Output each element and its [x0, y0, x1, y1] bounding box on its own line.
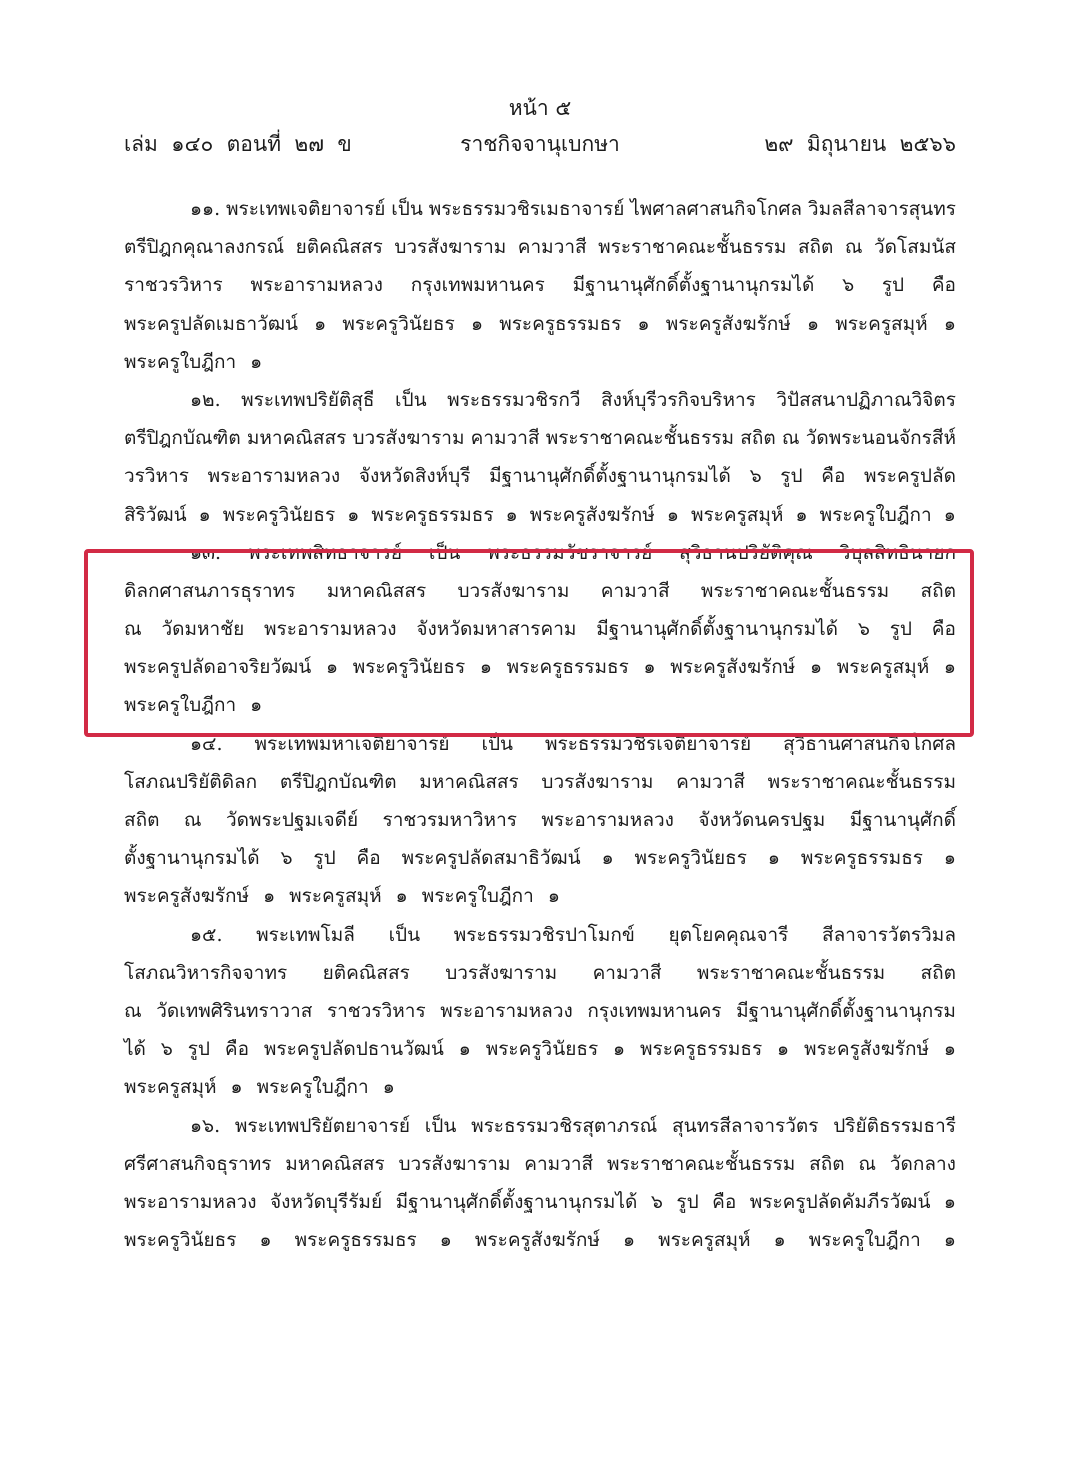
word: พระครูวินัยธร — [634, 847, 747, 870]
word: รูป — [676, 1190, 699, 1213]
text-line — [124, 305, 956, 343]
word: ๑๓. — [190, 541, 222, 564]
highlight-box — [84, 549, 974, 737]
word: ๑ — [395, 885, 408, 908]
paragraph-14 — [124, 725, 956, 916]
word: ตรีปิฎกคุณาลงกรณ์ — [124, 236, 285, 259]
word: ๑ — [643, 656, 656, 679]
word: มีฐานานุศักดิ์ — [849, 809, 956, 831]
text-line — [124, 457, 956, 495]
word: พระครูธรรมธร — [506, 656, 629, 679]
word: สถิต — [124, 809, 160, 831]
word: ๑๑. — [190, 198, 221, 220]
word: ยติคณิสสร — [322, 961, 410, 984]
word: ๑ — [198, 503, 211, 526]
text-line — [124, 801, 956, 839]
word: คามวาสี — [600, 579, 670, 602]
text-line — [124, 877, 956, 915]
word: ณ — [183, 809, 202, 831]
word: ๑ — [622, 1229, 636, 1252]
text-line — [124, 1221, 956, 1259]
word: รูป — [313, 847, 336, 870]
word: สถิต — [797, 236, 834, 259]
word: คามวาสี — [676, 770, 745, 793]
word: ณ — [124, 999, 142, 1022]
word: พระเทพเจติยาจารย์ — [226, 198, 386, 220]
word: คือ — [821, 465, 846, 488]
word: สถิต — [920, 579, 956, 602]
word: ๖ — [857, 618, 870, 641]
word: พระครูสมุห์ — [658, 1229, 751, 1252]
word: คือ — [356, 847, 381, 870]
word: จังหวัดนครปฐม — [698, 809, 826, 831]
running-header — [124, 128, 956, 158]
word: พระธรรมวชิรปาโมกข์ — [453, 923, 635, 946]
word: เป็น — [424, 1114, 457, 1137]
word: พระราชาคณะชั้นธรรม — [545, 427, 735, 450]
word: พระครูธรรมธร — [639, 1038, 763, 1061]
word: พระครูสังฆรักษ์ — [474, 1229, 600, 1252]
word: พระราชาคณะชั้นธรรม — [700, 579, 890, 602]
word: ๑ — [666, 503, 679, 526]
word: เป็น — [395, 388, 427, 411]
word: ราชวรวิหาร — [326, 999, 426, 1022]
word: ได้ — [124, 1038, 146, 1061]
word: มีฐานานุศักดิ์ตั้งฐานานุกรมได้ — [572, 274, 815, 297]
word: ตรีปิฎกบัณฑิต — [279, 770, 397, 793]
word: ๑ — [943, 656, 956, 679]
word: ๖ — [842, 274, 855, 297]
word: พระครูวินัยธร — [124, 1229, 237, 1252]
word: คือ — [224, 1038, 249, 1061]
word: คามวาสี — [592, 961, 662, 984]
text-line — [124, 381, 956, 419]
word: พระธรรมวชิรเมธาจารย์ — [428, 198, 625, 220]
word: พระราชาคณะชั้นธรรม — [767, 770, 956, 793]
word: โสภณวิหารกิจจาทร — [124, 961, 288, 984]
word: มหาคณิสสร — [246, 427, 347, 450]
word: พระราชาคณะชั้นธรรม — [696, 961, 886, 984]
word: ตรีปิฎกบัณฑิต — [124, 427, 241, 450]
word: ณ — [124, 618, 142, 641]
word: พระอารามหลวง — [541, 809, 674, 831]
word: ๑ — [773, 1229, 786, 1252]
word: พระครูปลัดสมาธิวัฒน์ — [401, 847, 581, 870]
word: พระครูปลัด — [864, 465, 956, 488]
text-line — [124, 228, 956, 266]
word: วัดกลาง — [889, 1152, 956, 1175]
word: สิงห์บุรีวรกิจบริหาร — [601, 388, 756, 411]
word: โสภณปริยัติดิลก — [124, 770, 258, 793]
word: สุวิธานปริยัติคุณ — [679, 541, 813, 564]
word: ยุตโยคคุณจารี — [668, 923, 789, 946]
text-line — [124, 916, 956, 954]
word: สีลาจารวัตรวิมล — [822, 923, 956, 946]
word: พระครูปลัดคัมภีรวัฒน์ — [749, 1190, 931, 1213]
word: พระครูสังฆรักษ์ — [665, 312, 791, 335]
paragraph-15 — [124, 916, 956, 1107]
word: ๑ — [943, 1190, 956, 1213]
word: บวรสังฆาราม — [457, 579, 570, 602]
word: รูป — [881, 274, 905, 297]
word: ๑ — [637, 312, 650, 335]
word: คามวาสี — [517, 236, 587, 259]
word: วัดมหาชัย — [161, 618, 245, 641]
word: พระธรรมวชิรกวี — [447, 388, 581, 411]
word: ราชวรวิหาร — [124, 274, 223, 297]
word: ๑ — [250, 694, 263, 717]
word: พระเทพปริยัติสุธี — [241, 388, 375, 411]
text-line — [124, 496, 956, 534]
page-number: หน้า ๕ — [508, 96, 572, 120]
word: สถิต — [809, 1152, 845, 1175]
word: พระครูใบฎีกา — [421, 885, 534, 908]
word: พระอารามหลวง — [207, 465, 341, 488]
word: คือ — [931, 274, 956, 297]
word: ๑ — [809, 656, 823, 679]
word: พระครูใบฎีกา — [256, 1076, 369, 1099]
text-line — [124, 954, 956, 992]
word: ณ — [781, 427, 800, 450]
word: วัดพระนอนจักรสีห์ — [805, 427, 956, 450]
paragraph-11 — [124, 190, 956, 381]
word: ๑ — [943, 847, 956, 870]
word: พระครูสังฆรักษ์ — [803, 1038, 930, 1061]
word: ดิลกศาสนภารธุราทร — [124, 579, 296, 602]
word: บวรสังฆาราม — [394, 236, 507, 259]
word: พระครูธรรมธร — [499, 312, 622, 335]
word: คือ — [712, 1190, 737, 1213]
text-line — [124, 1068, 956, 1106]
word: พระครูธรรมธร — [371, 503, 494, 526]
word: ๑ — [470, 312, 484, 335]
text-line — [124, 190, 956, 228]
word: จังหวัดมหาสารคาม — [416, 618, 577, 641]
word: พระธรรมวชิรเจติยาจารย์ — [545, 732, 752, 755]
word: ราชวรมหาวิหาร — [382, 809, 517, 831]
word: ๖ — [160, 1038, 173, 1061]
text-line — [124, 1183, 956, 1221]
word: ๑๒. — [190, 388, 221, 411]
word: ๑ — [806, 312, 820, 335]
publication-date: ๒๙ มิถุนายน ๒๕๖๖ — [764, 132, 956, 156]
word: พระอารามหลวง — [264, 618, 397, 641]
paragraph-12 — [124, 381, 956, 534]
text-line — [124, 266, 956, 304]
word: พระครูสังฆรักษ์ — [124, 885, 250, 908]
word: พระครูใบฎีกา — [124, 694, 237, 717]
text-line — [124, 419, 956, 457]
word: พระอารามหลวง — [440, 999, 573, 1022]
text-line — [124, 343, 956, 381]
word: วิปัสสนาปฏิภาณวิจิตร — [776, 388, 956, 411]
word: บวรสังฆาราม — [445, 961, 558, 984]
word: วรวิหาร — [124, 465, 189, 488]
word: เป็น — [428, 541, 461, 564]
word: พระครูปลัดเมธาวัฒน์ — [124, 312, 298, 335]
word: พระเทพมหาเจติยาจารย์ — [254, 732, 450, 755]
word: ๖ — [650, 1190, 663, 1213]
text-line — [124, 1107, 956, 1145]
word: ณ — [858, 1152, 877, 1175]
word: บวรสังฆาราม — [352, 427, 465, 450]
word: พระครูธรรมธร — [800, 847, 923, 870]
word: พระครูวินัยธร — [352, 656, 466, 679]
word: พระครูสังฆรักษ์ — [529, 503, 655, 526]
word: จังหวัดบุรีรัมย์ — [270, 1190, 383, 1213]
word: วิมลสีลาจารสุนทร — [807, 198, 956, 220]
word: บวรสังฆาราม — [398, 1152, 511, 1175]
word: พระครูใบฎีกา — [808, 1229, 921, 1252]
word: พระราชาคณะชั้นธรรม — [606, 1152, 796, 1175]
word: พระครูสมุห์ — [124, 1076, 217, 1099]
word: มหาคณิสสร — [285, 1152, 385, 1175]
word: ไพศาลศาสนกิจโกศล — [630, 198, 803, 220]
word: ๑ — [943, 312, 956, 335]
word: พระราชาคณะชั้นธรรม — [598, 236, 787, 259]
word: บวรสังฆาราม — [541, 770, 654, 793]
word: มหาคณิสสร — [326, 579, 427, 602]
word: พระครูสมุห์ — [289, 885, 382, 908]
word: พระครูใบฎีกา — [819, 503, 932, 526]
word: ๑ — [314, 312, 327, 335]
word: ๑ — [259, 1229, 272, 1252]
word: พระเทพโมลี — [256, 923, 355, 946]
word: มีฐานานุศักดิ์ตั้งฐานานุกรม — [736, 999, 956, 1022]
word: พระครูสมุห์ — [690, 503, 784, 526]
word: เป็น — [481, 732, 514, 755]
word: พระครูใบฎีกา — [124, 350, 237, 373]
word: สุวิธานศาสนกิจโกศล — [783, 732, 956, 755]
word: ปริยัติธรรมธารี — [833, 1114, 956, 1137]
word: พระเทพสิทธาจารย์ — [247, 541, 402, 564]
word: สุนทรสีลาจารวัตร — [672, 1114, 819, 1137]
word: ๑ — [230, 1076, 243, 1099]
word: คามวาสี — [470, 427, 540, 450]
word: ๑๕. — [190, 923, 223, 946]
word: สิริวัฒน์ — [124, 503, 187, 526]
word: ๑ — [943, 1229, 956, 1252]
word: กรุงเทพมหานคร — [587, 999, 722, 1022]
word: รูป — [187, 1038, 210, 1061]
word: สถิต — [920, 961, 956, 984]
word: พระครูวินัยธร — [222, 503, 336, 526]
word: ศรีศาสนกิจธุราทร — [124, 1152, 272, 1175]
word: ๖ — [749, 465, 762, 488]
word: มหาคณิสสร — [419, 770, 519, 793]
word: พระอารามหลวง — [250, 274, 383, 297]
text-line — [124, 1145, 956, 1183]
publication-title: ราชกิจจานุเบกษา — [460, 132, 620, 156]
word: ๑ — [505, 503, 518, 526]
word: ๑ — [325, 656, 339, 679]
word: พระครูธรรมธร — [294, 1229, 417, 1252]
word: ๑ — [347, 503, 360, 526]
word: ๑ — [458, 1038, 471, 1061]
word: เป็น — [388, 923, 421, 946]
word: ณ — [844, 236, 863, 259]
volume-issue: เล่ม ๑๔๐ ตอนที่ ๒๗ ข — [124, 132, 352, 156]
word: ๑ — [767, 847, 780, 870]
text-line — [124, 839, 956, 877]
word: เป็น — [391, 198, 423, 220]
text-line — [124, 992, 956, 1030]
word: พระธรรมวชิรสุตาภรณ์ — [471, 1114, 658, 1137]
word: รูป — [780, 465, 803, 488]
word: ๑๖. — [190, 1114, 221, 1137]
word: ๑ — [795, 503, 808, 526]
word: ๑ — [547, 885, 560, 908]
word: ยติคณิสสร — [295, 236, 383, 259]
word: รูป — [889, 618, 912, 641]
word: ๑ — [382, 1076, 395, 1099]
word: วัดโสมนัส — [874, 236, 956, 259]
word: ๑ — [943, 1038, 956, 1061]
word: ๑ — [439, 1229, 452, 1252]
word: ๖ — [280, 847, 293, 870]
word: วัดพระปฐมเจดีย์ — [225, 809, 359, 831]
text-line — [124, 1030, 956, 1068]
word: มีฐานานุศักดิ์ตั้งฐานานุกรมได้ — [489, 465, 731, 488]
word: พระครูวินัยธร — [342, 312, 455, 335]
word: คามวาสี — [524, 1152, 594, 1175]
word: พระครูปลัดอาจริยวัฒน์ — [124, 656, 312, 679]
word: พระธรรมวัชราจารย์ — [487, 541, 653, 564]
word: ๑ — [601, 847, 614, 870]
word: พระครูวินัยธร — [485, 1038, 599, 1061]
word: มีฐานานุศักดิ์ตั้งฐานานุกรมได้ — [596, 618, 839, 641]
word: คือ — [931, 618, 956, 641]
word: ๑ — [613, 1038, 626, 1061]
word: วิบุลสิทธินายก — [839, 541, 956, 564]
word: ๑ — [479, 656, 492, 679]
word: พระครูสังฆรักษ์ — [670, 656, 796, 679]
word: พระเทพปริยัตยาจารย์ — [234, 1114, 411, 1137]
word: พระครูสมุห์ — [835, 312, 928, 335]
word: พระอารามหลวง — [124, 1190, 257, 1213]
word: กรุงเทพมหานคร — [410, 274, 545, 297]
word: จังหวัดสิงห์บุรี — [358, 465, 471, 488]
word: ๑ — [250, 350, 263, 373]
text-line — [124, 763, 956, 801]
word: ๑ — [263, 885, 276, 908]
word: ตั้งฐานานุกรมได้ — [124, 847, 260, 870]
word: พระครูสมุห์ — [836, 656, 930, 679]
word: ๑ — [943, 503, 956, 526]
word: ๑ — [777, 1038, 790, 1061]
word: พระครูปลัดปธานวัฒน์ — [263, 1038, 444, 1061]
paragraph-16 — [124, 1107, 956, 1260]
word: วัดเทพศิรินทราวาส — [156, 999, 313, 1022]
word: ๑๔. — [190, 732, 223, 755]
word: มีฐานานุศักดิ์ตั้งฐานานุกรมได้ — [395, 1190, 638, 1213]
word: สถิต — [740, 427, 776, 450]
